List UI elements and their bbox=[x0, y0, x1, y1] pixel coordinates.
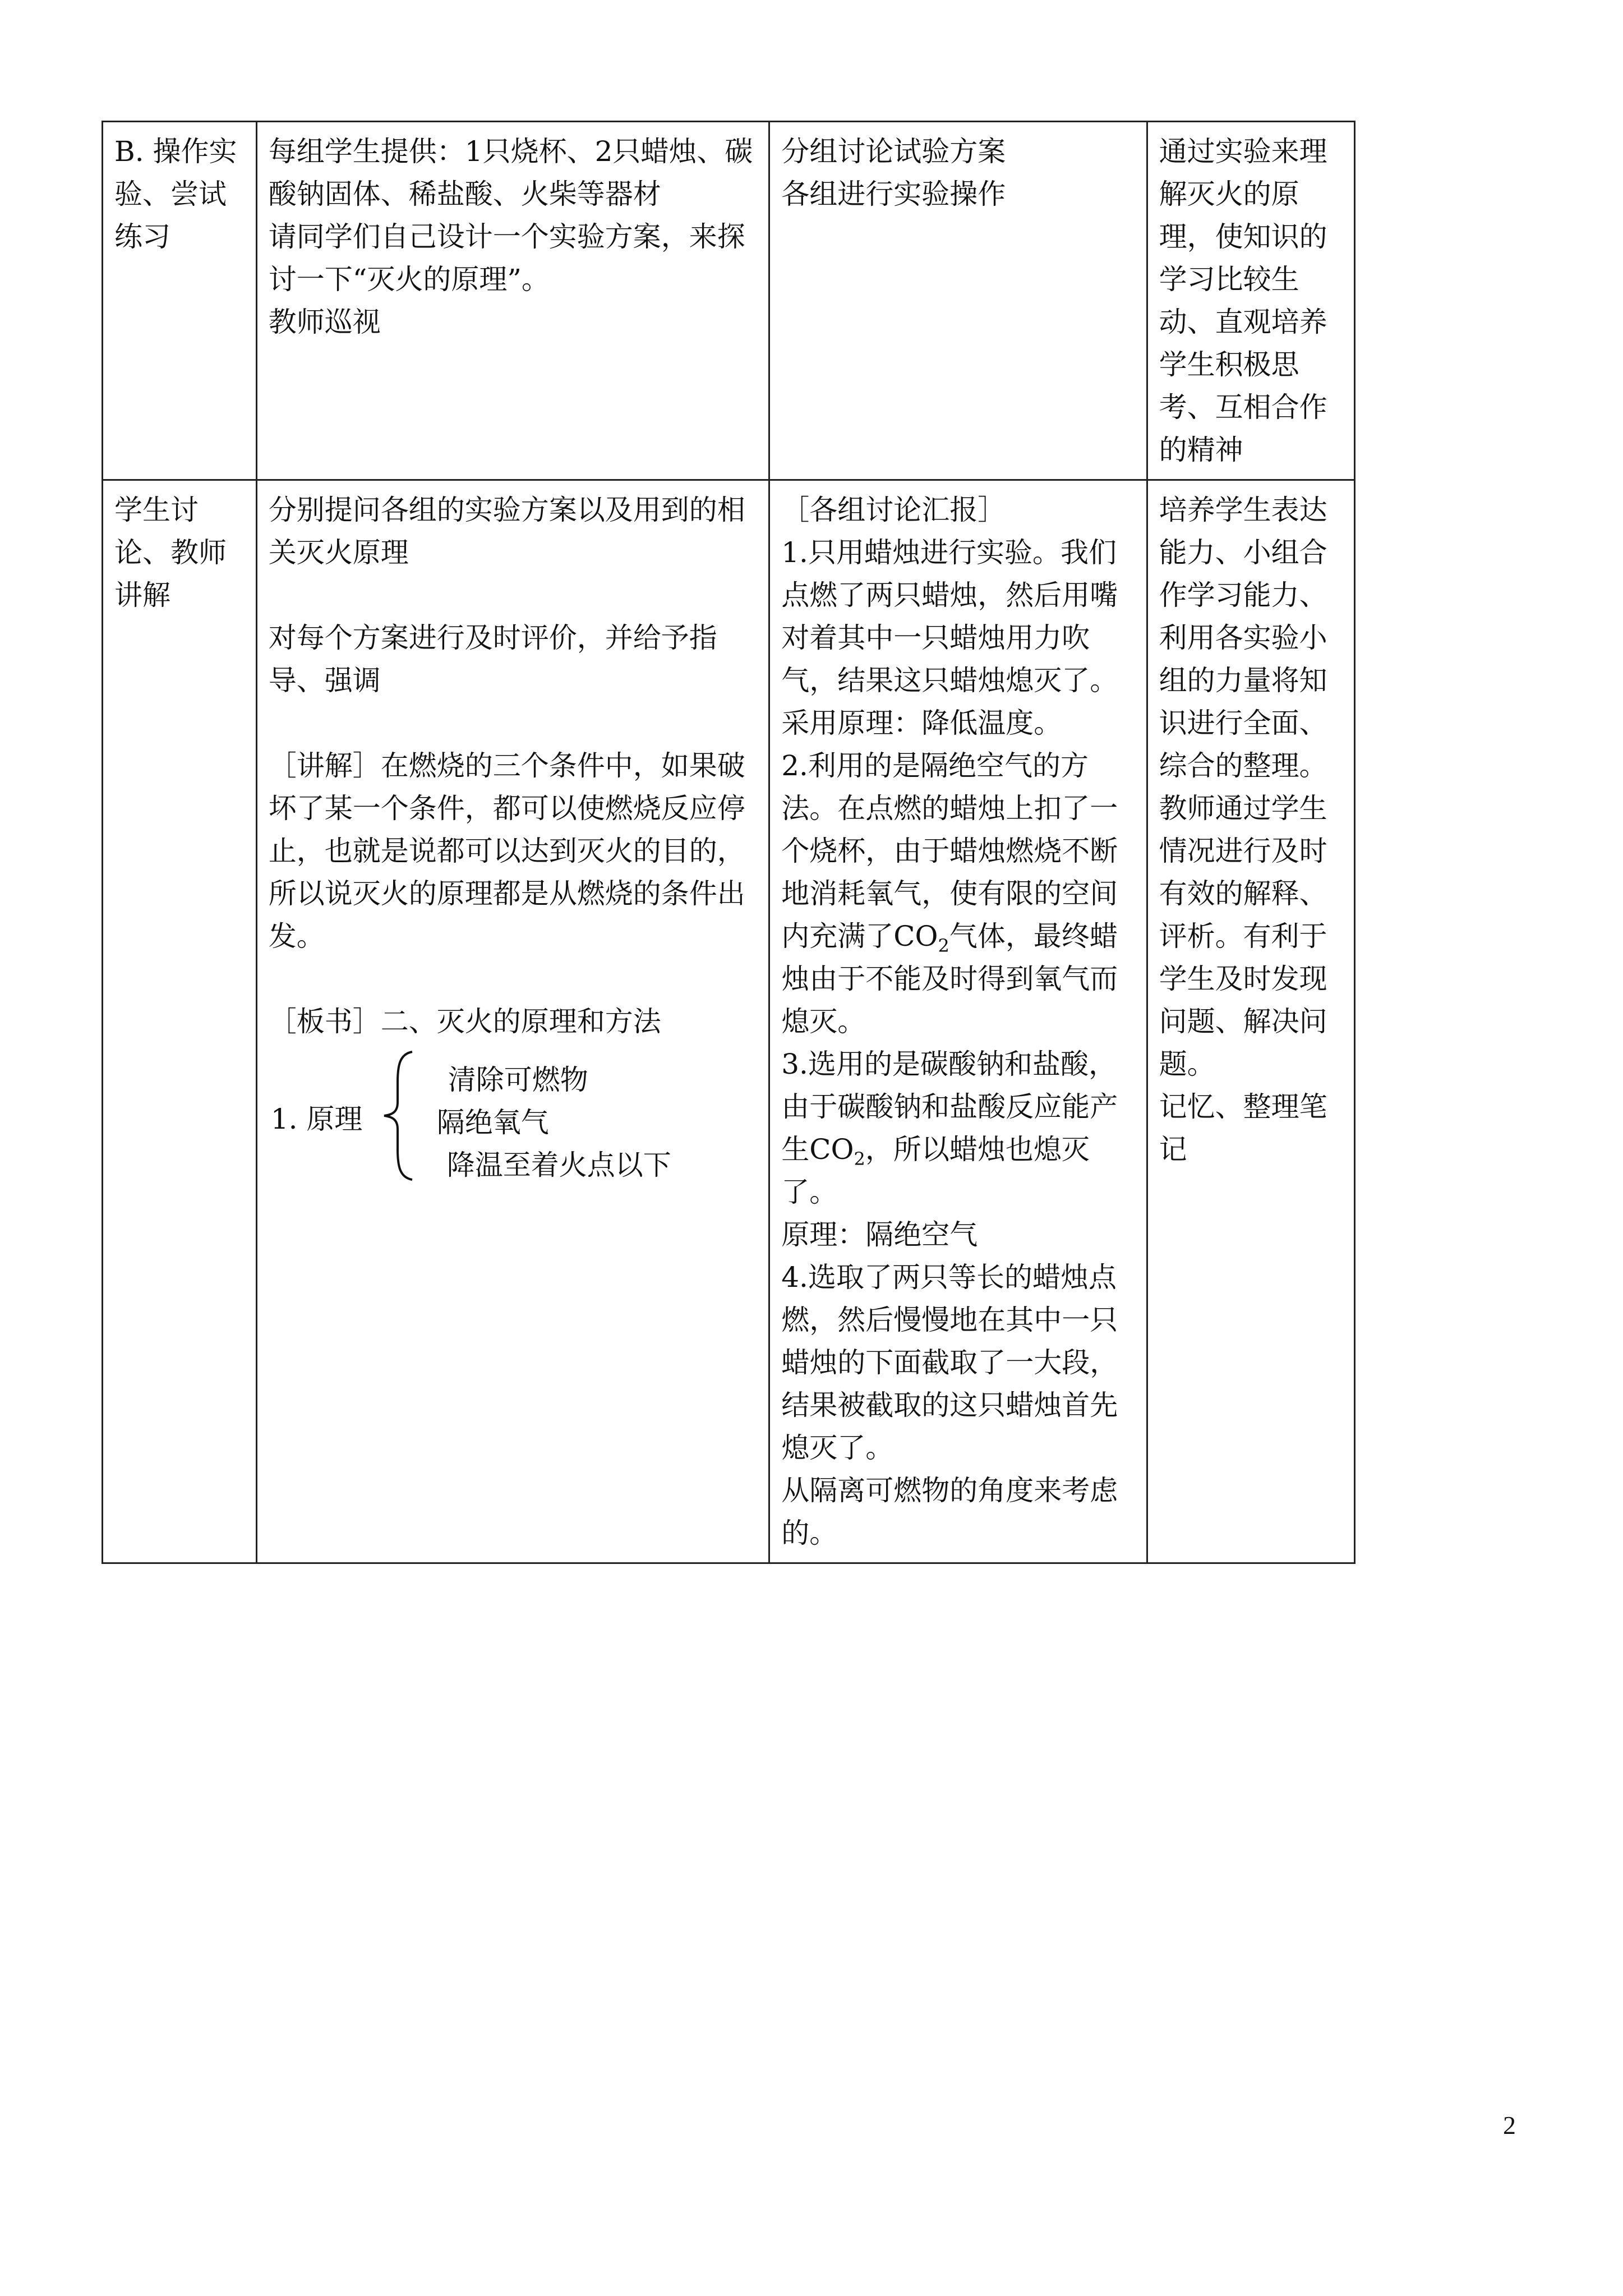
report-item: 从隔离可燃物的角度来考虑的。 bbox=[781, 1474, 1118, 1549]
intent-text: 记忆、整理笔记 bbox=[1159, 1091, 1327, 1166]
table-row bbox=[103, 122, 1355, 480]
principle-label: 1. 原理 bbox=[270, 1103, 363, 1135]
teacher-text: 每组学生提供：1只烧杯、2只蜡烛、碳酸钠固体、稀盐酸、火柴等器材 bbox=[268, 135, 753, 210]
student-activity-cell bbox=[769, 480, 1147, 1563]
student-activity-cell bbox=[769, 122, 1147, 480]
intent-text: 培养学生表达能力、小组合作学习能力、利用各实验小组的力量将知识进行全面、综合的整理。 bbox=[1159, 494, 1327, 782]
design-intent-cell bbox=[1147, 122, 1354, 480]
report-principle: 采用原理：降低温度。 bbox=[781, 707, 1062, 739]
teacher-activity-cell bbox=[256, 480, 769, 1563]
stage-text: 学生讨论、教师讲解 bbox=[114, 494, 227, 611]
principle-item: 清除可燃物 bbox=[448, 1064, 588, 1096]
report-item: 4.选取了两只等长的蜡烛点燃，然后慢慢地在其中一只蜡烛的下面截取了一大段，结果被截取的这只蜡烛首先熄灭了。 bbox=[781, 1261, 1118, 1464]
intent-text: 通过实验来理解灭火的原理，使知识的学习比较生动、直观培养学生积极思考、互相合作的精神 bbox=[1159, 135, 1327, 466]
stage-cell bbox=[103, 122, 257, 480]
principle-item: 隔绝氧气 bbox=[436, 1106, 549, 1139]
lesson-plan-table bbox=[102, 121, 1355, 1564]
report-item: 1.只用蜡烛进行实验。我们点燃了两只蜡烛，然后用嘴对着其中一只蜡烛用力吹气，结果这只蜡烛熄灭了。 bbox=[781, 536, 1118, 697]
student-text: 分组讨论试验方案 bbox=[781, 135, 1006, 168]
teacher-text: 对每个方案进行及时评价，并给予指导、强调 bbox=[268, 622, 717, 697]
intent-text: 教师通过学生情况进行及时有效的解释、评析。有利于学生及时发现问题、解决问题。 bbox=[1159, 792, 1327, 1080]
report-item: 3.选用的是碳酸钠和盐酸，由于碳酸钠和盐酸反应能产生$CO_2$，所以蜡烛也熄灭了。 bbox=[781, 1048, 1118, 1208]
teacher-activity-cell bbox=[256, 122, 769, 480]
principle-item: 降温至着火点以下 bbox=[446, 1149, 671, 1181]
design-intent-cell bbox=[1147, 480, 1354, 1563]
teacher-text: 教师巡视 bbox=[268, 306, 381, 338]
explanation-text: ［讲解］在燃烧的三个条件中，如果破坏了某一个条件，都可以使燃烧反应停止，也就是说都可以达到灭火的目的，所以说灭火的原理都是从燃烧的条件出发。 bbox=[268, 749, 745, 953]
student-text: 各组进行实验操作 bbox=[781, 178, 1006, 210]
report-principle: 原理：隔绝空气 bbox=[781, 1218, 978, 1251]
stage-text: B. 操作实验、尝试练习 bbox=[114, 135, 237, 253]
teacher-text: 分别提问各组的实验方案以及用到的相关灭火原理 bbox=[268, 494, 745, 569]
board-heading: ［板书］二、灭火的原理和方法 bbox=[268, 1005, 661, 1038]
table-row bbox=[103, 480, 1355, 1563]
principle-list bbox=[269, 1045, 757, 1191]
report-item: 2.利用的是隔绝空气的方法。在点燃的蜡烛上扣了一个烧杯，由于蜡烛燃烧不断地消耗氧气，使有限的空间内充满了$CO_2$气体，最终蜡烛由于不能及时得到氧气而熄灭。 bbox=[781, 749, 1118, 1038]
left-brace-icon bbox=[379, 1048, 418, 1183]
teacher-text: 请同学们自己设计一个实验方案，来探讨一下“灭火的原理”。 bbox=[268, 220, 745, 296]
report-header: ［各组讨论汇报］ bbox=[781, 494, 1006, 526]
stage-cell bbox=[103, 480, 257, 1563]
page-number: 2 bbox=[1503, 2111, 1516, 2139]
